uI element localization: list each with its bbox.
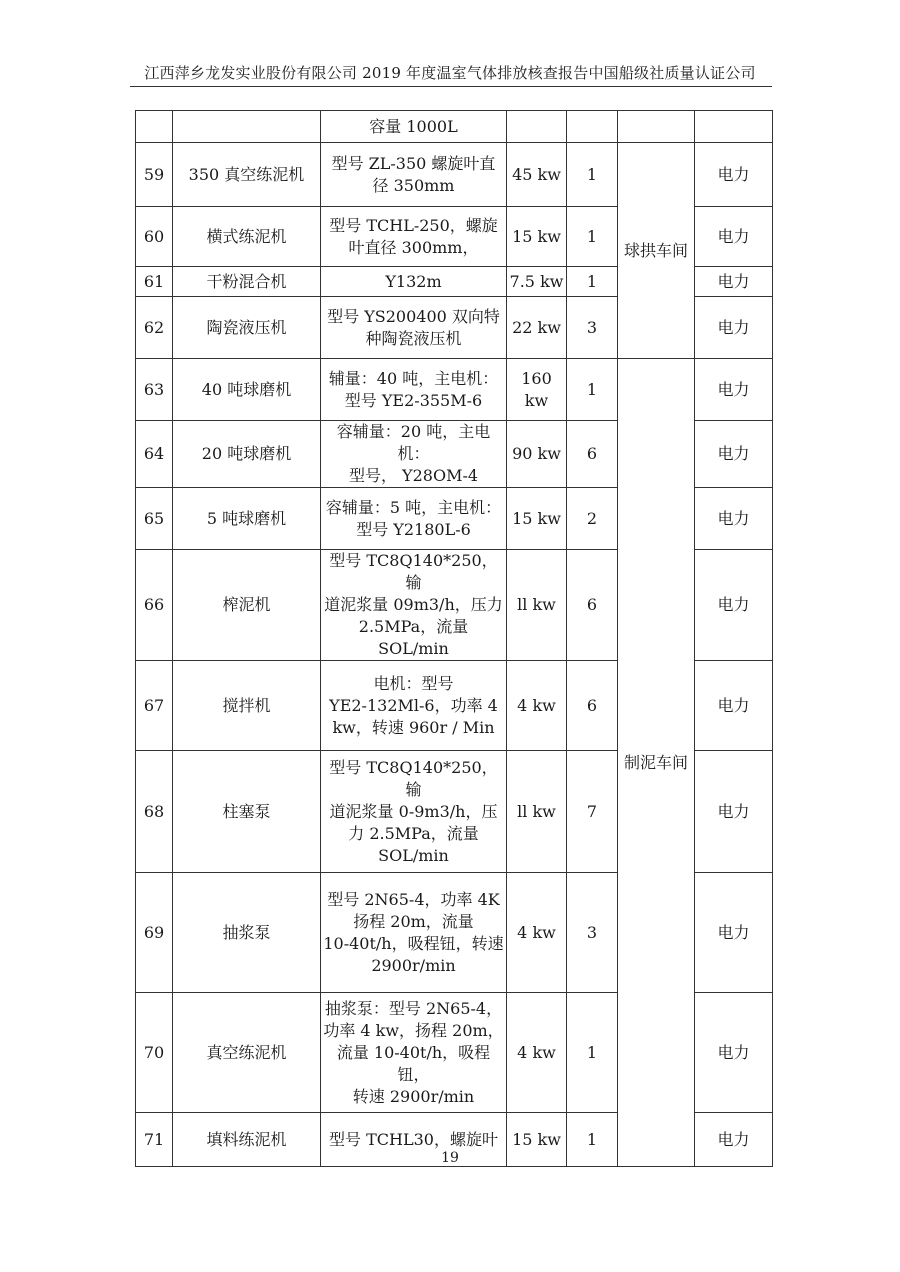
energy-type-cell: 电力 [695, 1113, 773, 1167]
spec-cell [321, 661, 507, 751]
row-number-cell: 61 [136, 267, 173, 297]
spec-line: 型号 YE2-355M-6 [344, 390, 483, 410]
table-row [136, 111, 773, 143]
quantity-cell: 1 [567, 993, 618, 1113]
spec-cell [321, 751, 507, 873]
equipment-name-cell: 350 真空练泥机 [173, 143, 321, 207]
spec-line: 2900r/min [371, 955, 456, 975]
spec-cell [321, 550, 507, 661]
power-cell: 15 kw [507, 488, 567, 550]
spec-line: 流量 10-40t/h，吸程钮， [336, 1042, 491, 1084]
energy-type-cell: 电力 [695, 993, 773, 1113]
power-cell: 15 kw [507, 1113, 567, 1167]
spec-line: 力 2.5MPa，流量 [348, 823, 479, 843]
quantity-cell: 2 [567, 488, 618, 550]
spec-line: 10-40t/h，吸程钮，转速 [323, 933, 504, 953]
spec-cell [321, 993, 507, 1113]
power-cell: 4 kw [507, 873, 567, 993]
spec-line: 型号， Y28OM-4 [348, 466, 479, 485]
quantity-cell: 7 [567, 751, 618, 873]
spec-line: 电机：型号 [373, 673, 454, 693]
row-number-cell: 65 [136, 488, 173, 550]
spec-line: 转速 2900r/min [352, 1086, 475, 1106]
spec-line: 容辅量：5 吨，主电机： [325, 497, 502, 517]
spec-line: 型号 TC8Q140*250，输 [329, 757, 498, 799]
workshop-cell [618, 111, 695, 143]
power-cell: 7.5 kw [507, 267, 567, 297]
page-number: 19 [441, 1150, 459, 1166]
quantity-cell: 6 [567, 550, 618, 661]
spec-line: 扬程 20m，流量 [353, 911, 474, 931]
equipment-table [135, 110, 773, 1167]
spec-line: 功率 4 kw，扬程 20m， [323, 1020, 504, 1040]
row-number-cell: 67 [136, 661, 173, 751]
spec-line: 型号 ZL-350 螺旋叶直 [331, 153, 496, 173]
spec-line: 道泥浆量 09m3/h，压力 [324, 595, 503, 614]
workshop-cell-ball-arch: 球拱车间 [618, 143, 695, 359]
spec-line: SOL/min [378, 845, 449, 865]
spec-line: kw，转速 960r / Min [332, 717, 495, 737]
spec-cell [321, 143, 507, 207]
equipment-name-cell: 填料练泥机 [173, 1113, 321, 1167]
energy-type-cell: 电力 [695, 488, 773, 550]
equipment-name-cell: 5 吨球磨机 [173, 488, 321, 550]
power-cell: 160 kw [507, 359, 567, 421]
energy-type-cell: 电力 [695, 661, 773, 751]
report-header: 江西萍乡龙发实业股份有限公司 2019 年度温室气体排放核查报告中国船级社质量认证公司 [144, 64, 756, 82]
spec-line: 容辅量：20 吨，主电机： [336, 422, 491, 463]
quantity-cell: 3 [567, 873, 618, 993]
spec-line: 型号 TC8Q140*250，输 [329, 551, 498, 592]
spec-line: 径 350mm [372, 175, 455, 195]
row-number-cell: 66 [136, 550, 173, 661]
energy-type-cell: 电力 [695, 359, 773, 421]
energy-type-cell [695, 111, 773, 143]
spec-line: 型号 YS200400 双向特 [327, 306, 500, 326]
spec-line: 2.5MPa，流量 SOL/min [358, 617, 469, 658]
energy-type-cell: 电力 [695, 267, 773, 297]
power-cell: 45 kw [507, 143, 567, 207]
energy-type-cell: 电力 [695, 143, 773, 207]
spec-line: 型号 TCHL-250，螺旋 [329, 215, 498, 235]
equipment-name-cell [173, 111, 321, 143]
energy-type-cell: 电力 [695, 421, 773, 488]
power-cell: 4 kw [507, 661, 567, 751]
equipment-name-cell: 40 吨球磨机 [173, 359, 321, 421]
equipment-name-cell: 搅拌机 [173, 661, 321, 751]
spec-line: 种陶瓷液压机 [365, 328, 462, 348]
spec-cell [321, 111, 507, 143]
spec-line: 型号 Y2180L-6 [356, 519, 471, 539]
equipment-name-cell: 榨泥机 [173, 550, 321, 661]
power-cell: 4 kw [507, 993, 567, 1113]
energy-type-cell: 电力 [695, 207, 773, 267]
spec-cell [321, 267, 507, 297]
quantity-cell: 1 [567, 267, 618, 297]
quantity-cell: 1 [567, 207, 618, 267]
equipment-name-cell: 抽浆泵 [173, 873, 321, 993]
header-divider [130, 86, 772, 87]
power-cell: ll kw [507, 751, 567, 873]
power-cell: ll kw [507, 550, 567, 661]
row-number-cell: 60 [136, 207, 173, 267]
row-number-cell: 69 [136, 873, 173, 993]
power-cell: 15 kw [507, 207, 567, 267]
spec-cell [321, 207, 507, 267]
row-number-cell: 59 [136, 143, 173, 207]
row-number-cell: 63 [136, 359, 173, 421]
workshop-cell-mud-making: 制泥车间 [618, 359, 695, 1167]
quantity-cell: 1 [567, 1113, 618, 1167]
equipment-name-cell: 20 吨球磨机 [173, 421, 321, 488]
quantity-cell: 1 [567, 143, 618, 207]
spec-line: 型号 TCHL30，螺旋叶 [329, 1129, 498, 1149]
spec-cell [321, 873, 507, 993]
spec-cell [321, 488, 507, 550]
equipment-name-cell: 横式练泥机 [173, 207, 321, 267]
spec-line: 容量 1000L [369, 116, 458, 136]
quantity-cell: 1 [567, 359, 618, 421]
spec-line: 叶直径 300mm， [348, 237, 479, 257]
power-cell: 90 kw [507, 421, 567, 488]
row-number-cell [136, 111, 173, 143]
spec-line: 型号 2N65-4，功率 4K [327, 889, 500, 909]
quantity-cell: 6 [567, 661, 618, 751]
energy-type-cell: 电力 [695, 751, 773, 873]
energy-type-cell: 电力 [695, 550, 773, 661]
equipment-name-cell: 真空练泥机 [173, 993, 321, 1113]
energy-type-cell: 电力 [695, 297, 773, 359]
quantity-cell: 3 [567, 297, 618, 359]
spec-line: 抽浆泵：型号 2N65-4， [324, 998, 503, 1018]
row-number-cell: 70 [136, 993, 173, 1113]
row-number-cell: 71 [136, 1113, 173, 1167]
spec-line: 辅量：40 吨，主电机： [328, 368, 499, 388]
table-row [136, 359, 773, 421]
equipment-name-cell: 陶瓷液压机 [173, 297, 321, 359]
quantity-cell: 6 [567, 421, 618, 488]
energy-type-cell: 电力 [695, 873, 773, 993]
power-cell: 22 kw [507, 297, 567, 359]
equipment-name-cell: 干粉混合机 [173, 267, 321, 297]
spec-cell [321, 297, 507, 359]
quantity-cell [567, 111, 618, 143]
row-number-cell: 64 [136, 421, 173, 488]
spec-line: 道泥浆量 0-9m3/h，压 [329, 801, 498, 821]
spec-cell [321, 421, 507, 488]
spec-line: YE2-132Ml-6，功率 4 [329, 695, 498, 715]
power-cell [507, 111, 567, 143]
equipment-name-cell: 柱塞泵 [173, 751, 321, 873]
row-number-cell: 68 [136, 751, 173, 873]
spec-cell [321, 359, 507, 421]
table-row [136, 143, 773, 207]
row-number-cell: 62 [136, 297, 173, 359]
spec-line: Y132m [385, 271, 442, 291]
